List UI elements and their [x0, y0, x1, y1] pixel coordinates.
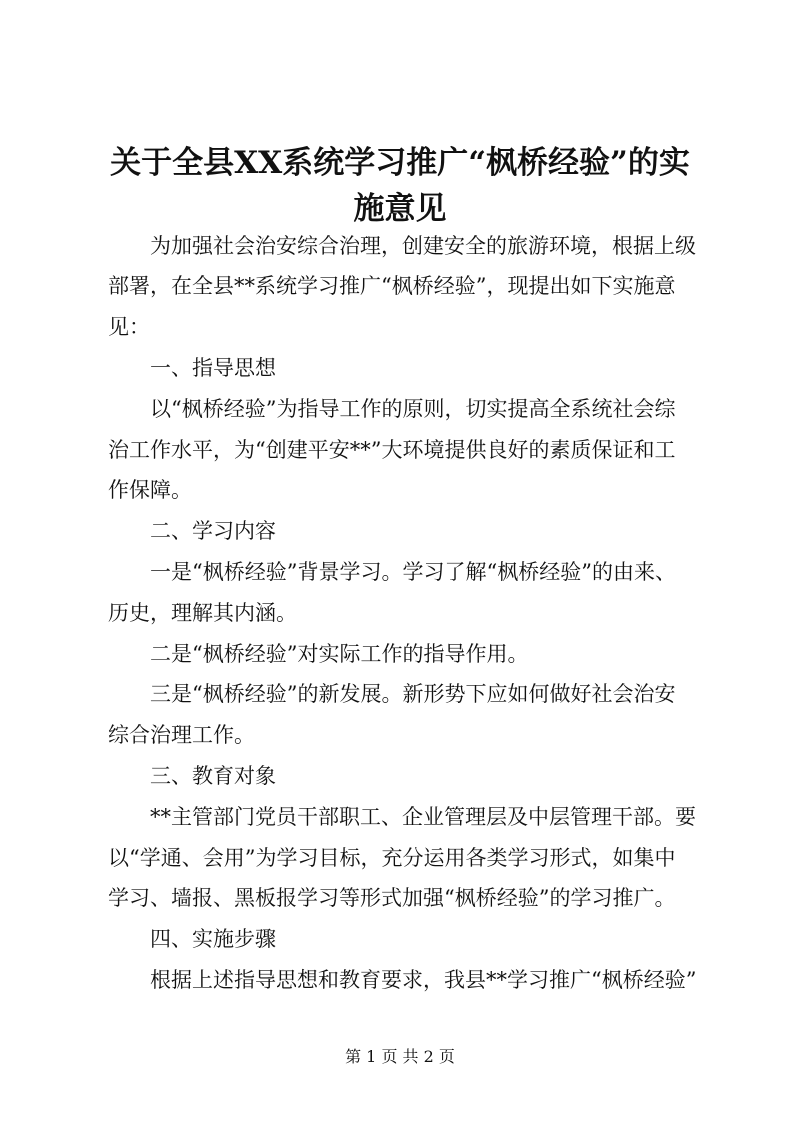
body-line: 根据上述指导思想和教育要求，我县**学习推广“枫桥经验” — [150, 968, 697, 992]
body-line: **主管部门党员干部职工、企业管理层及中层管理干部。要 — [150, 805, 696, 829]
body-line: 部署，在全县**系统学习推广“枫桥经验”，现提出如下实施意 — [108, 274, 676, 298]
document-title-line-2: 施意见 — [353, 191, 447, 227]
section-heading-guiding-thought: 一、指导思想 — [150, 356, 276, 380]
body-line: 二是“枫桥经验”对实际工作的指导作用。 — [150, 642, 529, 666]
body-line: 一是“枫桥经验”背景学习。学习了解“枫桥经验”的由来、 — [150, 560, 676, 584]
body-line: 为加强社会治安综合治理，创建安全的旅游环境，根据上级 — [150, 234, 696, 258]
body-line: 三是“枫桥经验”的新发展。新形势下应如何做好社会治安 — [150, 682, 676, 706]
body-line: 见： — [108, 315, 150, 339]
section-heading-education-targets: 三、教育对象 — [150, 764, 276, 788]
body-line: 作保障。 — [108, 478, 192, 502]
body-line: 综合治理工作。 — [108, 723, 255, 747]
body-line: 历史，理解其内涵。 — [108, 601, 297, 625]
page-number-footer: 第 1 页 共 2 页 — [345, 1047, 455, 1066]
document-title-line-1: 关于全县XX系统学习推广“枫桥经验”的实 — [110, 145, 690, 181]
body-line: 以“枫桥经验”为指导工作的原则，切实提高全系统社会综 — [150, 397, 676, 421]
body-line: 治工作水平，为“创建平安**”大环境提供良好的素质保证和工 — [108, 438, 676, 462]
section-heading-implementation-steps: 四、实施步骤 — [150, 927, 276, 951]
body-line: 以“学通、会用”为学习目标，充分运用各类学习形式，如集中 — [108, 846, 676, 870]
body-line: 学习、墙报、黑板报学习等形式加强“枫桥经验”的学习推广。 — [108, 886, 676, 910]
section-heading-study-content: 二、学习内容 — [150, 519, 276, 543]
